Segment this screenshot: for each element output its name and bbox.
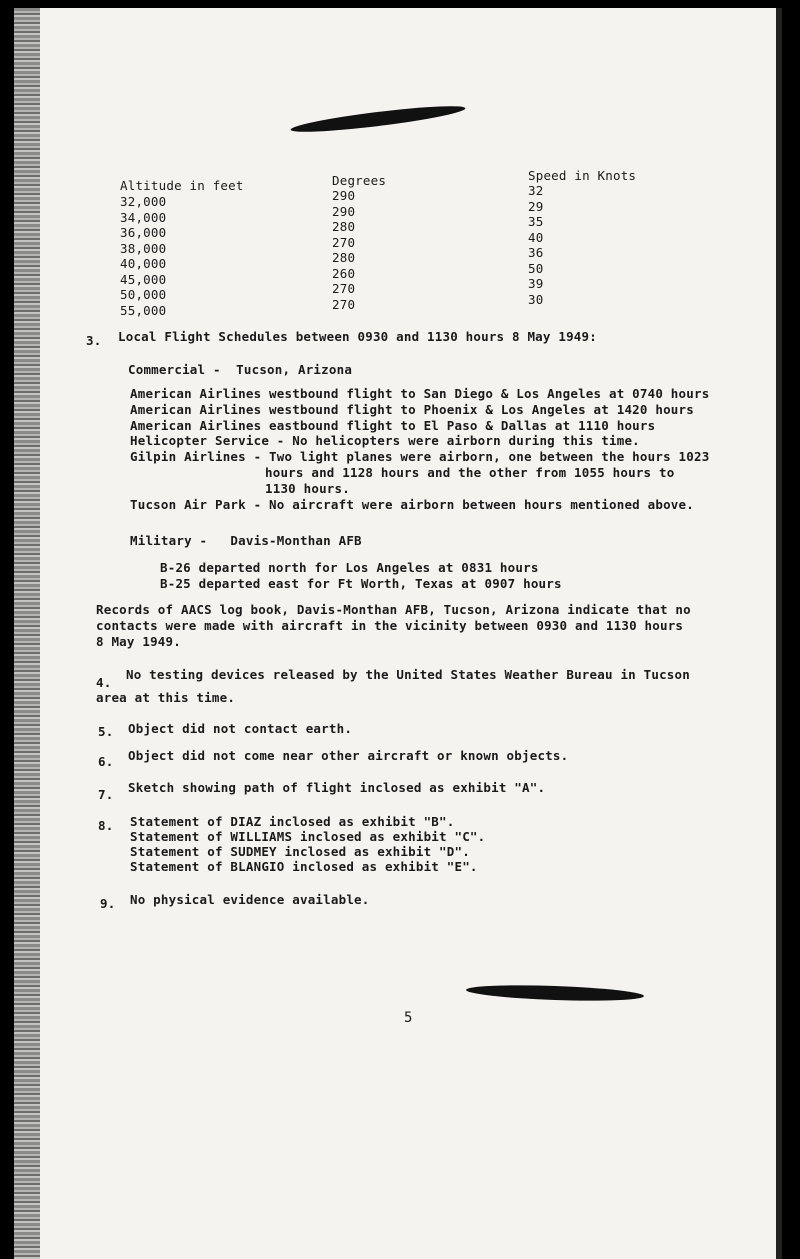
- table-header-degrees: Degrees: [332, 173, 387, 188]
- item-line: Statement of SUDMEY inclosed as exhibit "D".: [130, 844, 470, 859]
- commercial-line: American Airlines westbound flight to San Diego & Los Angeles at 0740 hours: [130, 386, 710, 401]
- item-number: 6.: [98, 754, 114, 769]
- scan-edge-right: [776, 8, 782, 1259]
- table-cell: 36: [528, 245, 544, 260]
- section-3-number: 3.: [86, 333, 102, 348]
- item-line: Sketch showing path of flight inclosed as exhibit "A".: [128, 780, 546, 795]
- table-cell: 270: [332, 281, 356, 296]
- redaction-mark-bottom: [466, 983, 644, 1003]
- table-cell: 50: [528, 260, 544, 276]
- table-cell: 260: [332, 265, 356, 281]
- table-cell: 39: [528, 276, 544, 291]
- table-col-altitude: [120, 194, 166, 318]
- commercial-line: Gilpin Airlines - Two light planes were airborn, one between the hours 1023: [130, 449, 710, 464]
- scan-edge: [14, 8, 40, 1259]
- table-cell: 38,000: [120, 240, 167, 256]
- commercial-line: 1130 hours.: [265, 481, 350, 496]
- table-cell: 290: [332, 188, 356, 203]
- item-line: Object did not come near other aircraft or known objects.: [128, 748, 569, 763]
- item-number: 8.: [98, 818, 114, 833]
- table-cell: 29: [528, 198, 544, 214]
- item-line: Statement of DIAZ inclosed as exhibit "B".: [130, 814, 455, 829]
- military-label: Military - Davis-Monthan AFB: [130, 533, 362, 548]
- table-header-altitude: Altitude in feet: [120, 178, 244, 193]
- document-page: [14, 8, 782, 1259]
- table-col-degrees: [332, 188, 355, 312]
- records-line: 8 May 1949.: [96, 634, 181, 649]
- table-col-speed: [528, 183, 543, 307]
- item-line: Statement of BLANGIO inclosed as exhibit "E".: [130, 859, 478, 874]
- military-line: B-26 departed north for Los Angeles at 0831 hours: [160, 560, 539, 575]
- item-line: No physical evidence available.: [130, 892, 370, 907]
- table-cell: 35: [528, 214, 544, 229]
- page-number: 5: [404, 1010, 413, 1026]
- commercial-line: American Airlines westbound flight to Phoenix & Los Angeles at 1420 hours: [130, 402, 694, 417]
- item-number: 4.: [96, 675, 112, 690]
- item-line: area at this time.: [96, 690, 236, 705]
- table-cell: 32: [528, 183, 544, 198]
- table-cell: 34,000: [120, 209, 167, 225]
- table-cell: 50,000: [120, 287, 167, 302]
- commercial-line: American Airlines eastbound flight to El Paso & Dallas at 1110 hours: [130, 418, 656, 433]
- military-line: B-25 departed east for Ft Worth, Texas at 0907 hours: [160, 576, 562, 591]
- commercial-label: Commercial - Tucson, Arizona: [128, 362, 353, 377]
- item-number: 7.: [98, 787, 114, 802]
- table-cell: 290: [332, 203, 356, 219]
- commercial-line: hours and 1128 hours and the other from 1055 hours to: [265, 465, 675, 480]
- table-cell: 36,000: [120, 225, 167, 240]
- table-cell: 270: [332, 296, 356, 312]
- commercial-line: Helicopter Service - No helicopters were airborn during this time.: [130, 433, 640, 448]
- table-cell: 55,000: [120, 302, 167, 318]
- item-line: Statement of WILLIAMS inclosed as exhibit "C".: [130, 829, 486, 844]
- table-header-speed: Speed in Knots: [528, 168, 637, 183]
- item-number: 5.: [98, 724, 114, 739]
- table-cell: 40,000: [120, 256, 167, 271]
- records-line: contacts were made with aircraft in the vicinity between 0930 and 1130 hours: [96, 618, 684, 633]
- item-line: No testing devices released by the United States Weather Bureau in Tucson: [126, 667, 690, 682]
- records-line: Records of AACS log book, Davis-Monthan AFB, Tucson, Arizona indicate that no: [96, 602, 691, 617]
- redaction-mark-top: [290, 101, 466, 136]
- table-cell: 280: [332, 250, 356, 265]
- table-cell: 270: [332, 234, 356, 250]
- item-line: Object did not contact earth.: [128, 721, 353, 736]
- commercial-line: Tucson Air Park - No aircraft were airborn between hours mentioned above.: [130, 497, 694, 512]
- item-number: 9.: [100, 896, 116, 911]
- table-cell: 280: [332, 219, 356, 234]
- table-cell: 30: [528, 291, 544, 307]
- section-3-title: Local Flight Schedules between 0930 and 1130 hours 8 May 1949:: [118, 329, 597, 344]
- table-cell: 40: [528, 229, 544, 245]
- table-cell: 45,000: [120, 271, 167, 287]
- table-cell: 32,000: [120, 194, 167, 209]
